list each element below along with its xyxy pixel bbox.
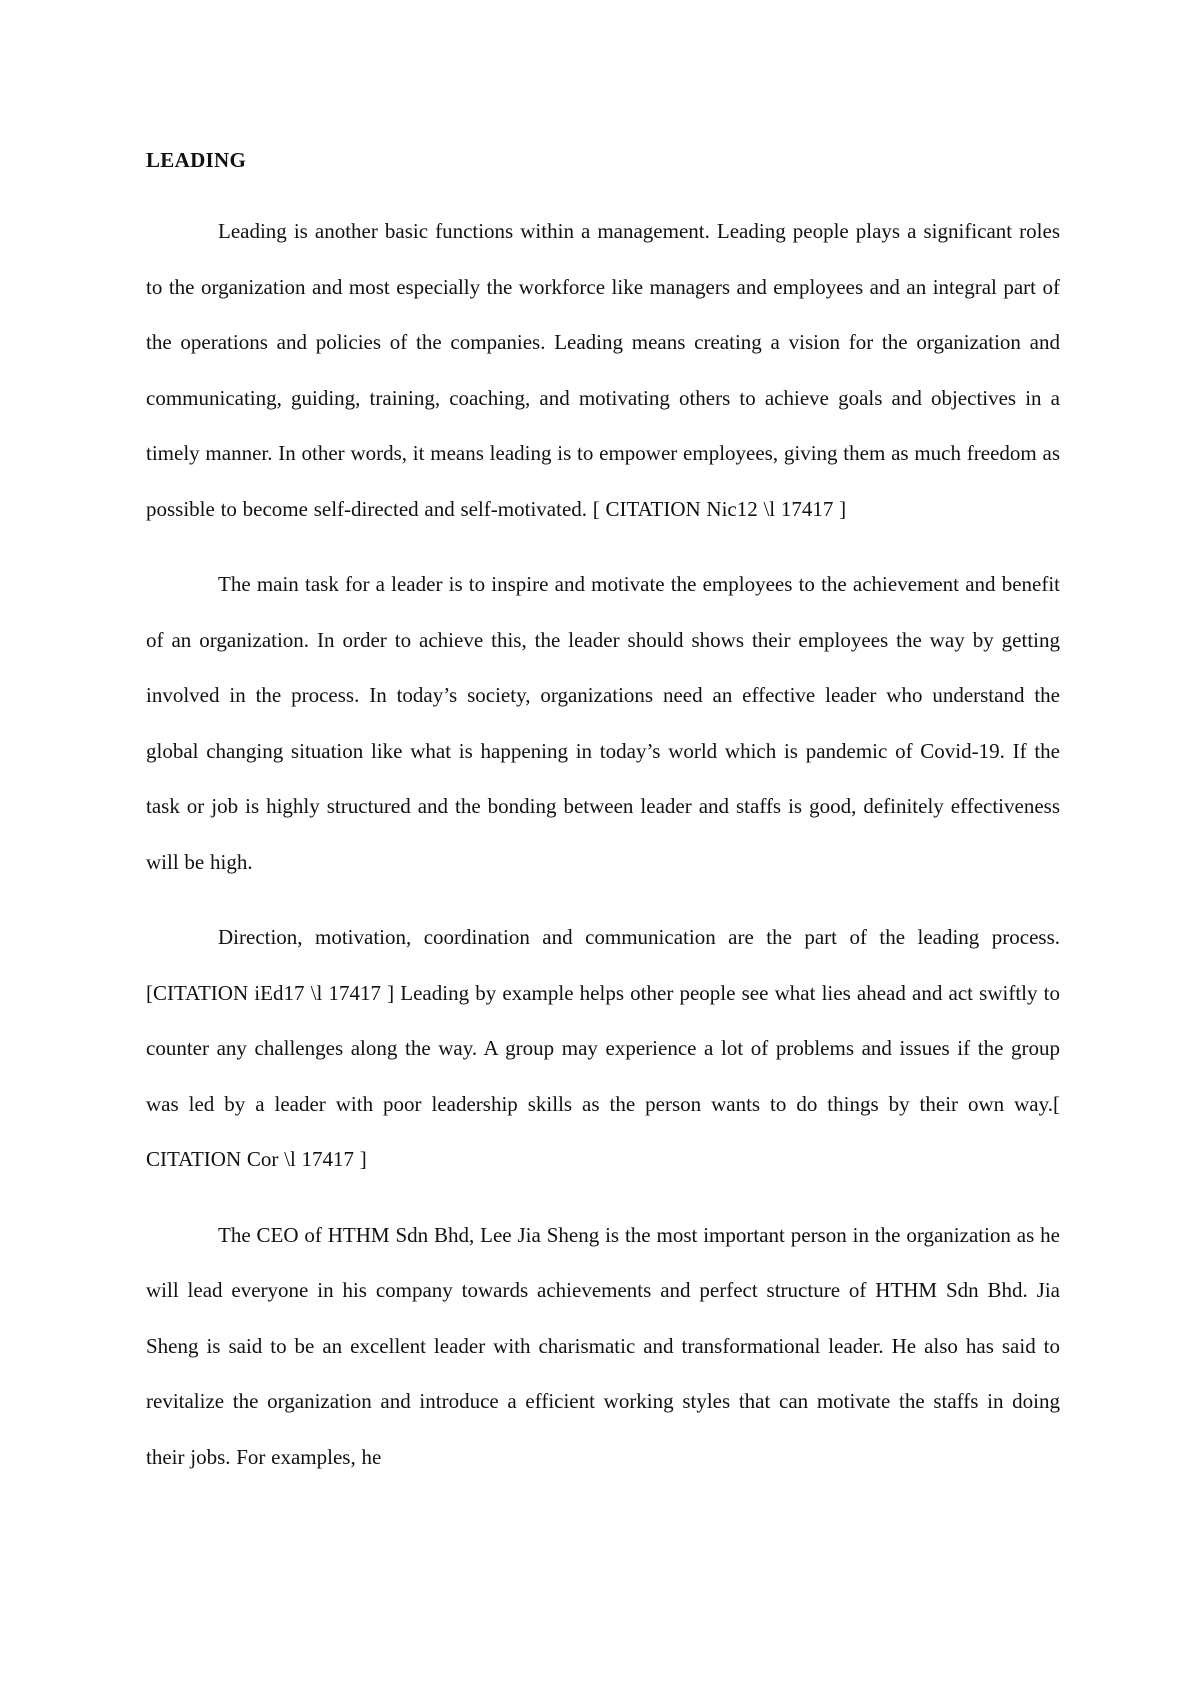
paragraph-2: The main task for a leader is to inspire and motivate the employees to the achievement and benefit of an organization. In order to achieve this, the leader should shows their employees the way by getting involved in the process. In today’s society, organizations need an effective leader who understand the global changing situation like what is happening in today’s world which is pandemic of Covid-19. If the task or job is highly structured and the bonding between leader and staffs is good, definitely effectiveness will be high.	[146, 572, 1060, 874]
section-heading: LEADING	[146, 148, 247, 172]
document-body	[146, 138, 1060, 1505]
paragraph-1: Leading is another basic functions within a management. Leading people plays a significant roles to the organization and most especially the workforce like managers and employees and an integral part of the operations and policies of the companies. Leading means creating a vision for the organization and communicating, guiding, training, coaching, and motivating others to achieve goals and objectives in a timely manner. In other words, it means leading is to empower employees, giving them as much freedom as possible to become self-directed and self-motivated. [ CITATION Nic12 \l 17417 ]	[146, 219, 1060, 521]
paragraph-4: The CEO of HTHM Sdn Bhd, Lee Jia Sheng is the most important person in the organization as he will lead everyone in his company towards achievements and perfect structure of HTHM Sdn Bhd. Jia Sheng is said to be an excellent leader with charismatic and transformational leader. He also has said to revitalize the organization and introduce a efficient working styles that can motivate the staffs in doing their jobs. For examples, he	[146, 1222, 1060, 1469]
paragraph-3: Direction, motivation, coordination and communication are the part of the leading process. [CITATION iEd17 \l 17417 ] Leading by example helps other people see what lies ahead and act swiftly to counter any challenges along the way. A group may experience a lot of problems and issues if the group was led by a leader with poor leadership skills as the person wants to do things by their own way.[ CITATION Cor \l 17417 ]	[146, 925, 1060, 1171]
